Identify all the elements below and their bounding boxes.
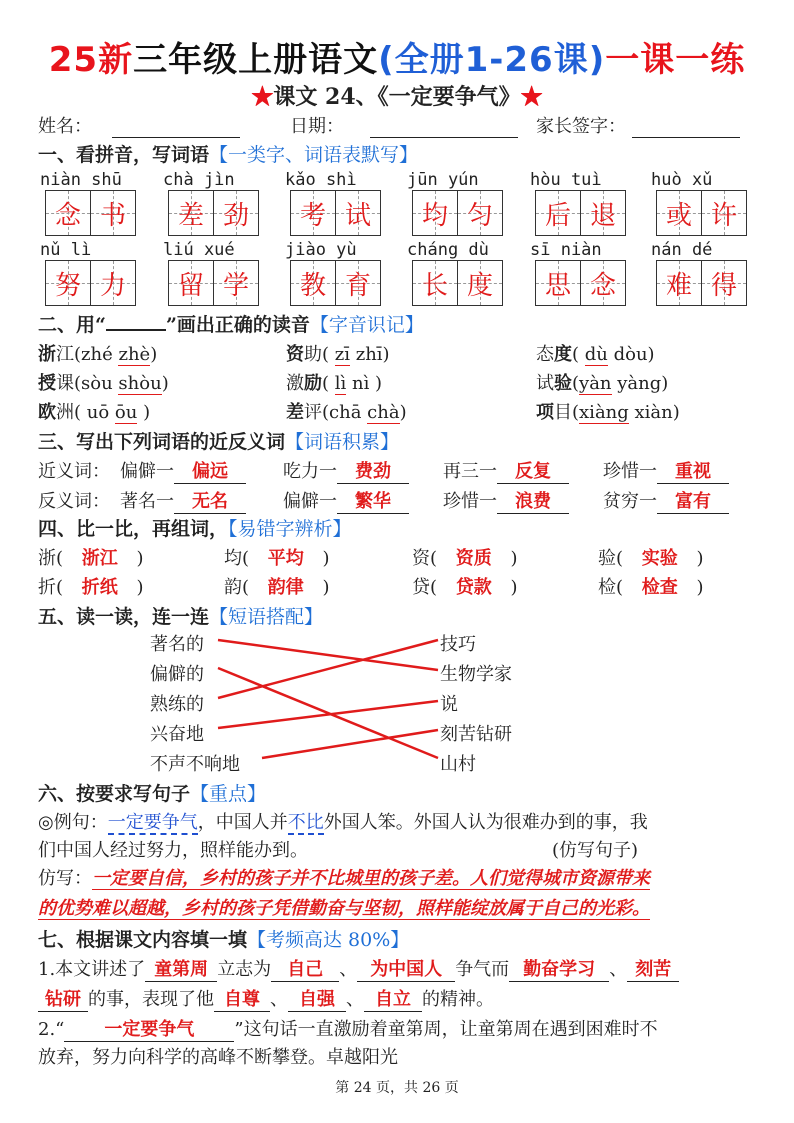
answer-character: 努 xyxy=(54,270,81,301)
pinyin-label: niàn shū xyxy=(40,170,122,190)
section-tag: 【一类字、词语表默写】 xyxy=(209,144,419,166)
fill-blank[interactable]: 自尊 xyxy=(214,985,270,1012)
compare-item: 折( 折纸 ) xyxy=(38,573,144,599)
answer-character: 学 xyxy=(222,270,249,301)
match-left-item[interactable]: 不声不响地 xyxy=(150,754,240,775)
synonym-item: 吃力一 费劲 xyxy=(283,457,409,484)
fill-blank[interactable]: 自立 xyxy=(364,985,422,1012)
correct-pinyin[interactable]: lì xyxy=(334,373,347,394)
compound-answer[interactable]: 折纸 xyxy=(81,577,118,598)
pinyin-label: sī niàn xyxy=(530,240,602,260)
compound-answer[interactable]: 资质 xyxy=(455,548,492,569)
answer-character: 难 xyxy=(665,270,692,301)
answer-character: 差 xyxy=(177,200,204,231)
compound-answer[interactable]: 检查 xyxy=(641,577,678,598)
match-right-item[interactable]: 说 xyxy=(440,694,458,715)
antonym-item: 珍惜一 浪费 xyxy=(443,487,569,514)
section-2-heading: 二、用“ ”画出正确的读音【字音识记】 xyxy=(38,314,424,336)
fill-blank[interactable]: 童第周 xyxy=(145,955,217,982)
star-icon: ★ xyxy=(251,84,274,110)
fill-blank[interactable]: 自强 xyxy=(288,985,346,1012)
pinyin-label: kǎo shì xyxy=(285,170,357,190)
answer-character: 留 xyxy=(177,270,204,301)
correct-pinyin[interactable]: zī xyxy=(334,344,350,365)
pinyin-label: nán dé xyxy=(651,240,713,260)
pinyin-label: huò xǔ xyxy=(651,170,713,190)
question-2-line1: 2.“ 一定要争气 ”这句话一直激励着童第周，让童第周在遇到困难时不 xyxy=(38,1015,658,1042)
section-tag: 【易错字辨析】 xyxy=(228,518,352,540)
date-label: 日期： xyxy=(290,116,344,137)
section-3-heading: 三、写出下列词语的近反义词【词语积累】 xyxy=(38,431,400,453)
answer-character: 匀 xyxy=(466,200,493,231)
word-answer[interactable]: 无名 xyxy=(174,487,246,514)
fill-blank[interactable]: 一定要争气 xyxy=(64,1015,234,1042)
compare-item: 浙( 浙江 ) xyxy=(38,544,144,570)
imitation-line2 xyxy=(38,894,650,920)
pinyin-label: jiào yù xyxy=(285,240,357,260)
answer-character: 劲 xyxy=(222,200,249,231)
correct-pinyin[interactable]: dù xyxy=(584,344,608,365)
answer-character: 念 xyxy=(54,200,81,231)
match-line xyxy=(218,701,438,728)
fill-blank[interactable]: 勤奋学习 xyxy=(509,955,609,982)
compare-item: 韵( 韵律 ) xyxy=(224,573,330,599)
match-line xyxy=(218,640,438,698)
example-sentence-line2: 们中国人经过努力，照样能办到。 xyxy=(38,840,308,861)
antonym-item: 偏僻一 繁华 xyxy=(283,487,409,514)
answer-character: 书 xyxy=(99,200,126,231)
answer-character: 思 xyxy=(544,270,571,301)
word-answer[interactable]: 浪费 xyxy=(497,487,569,514)
pinyin-label: chà jìn xyxy=(163,170,235,190)
title-part: 一课一练 xyxy=(605,40,746,80)
title-part: 三年级上册语文 xyxy=(133,40,379,80)
word-answer[interactable]: 富有 xyxy=(657,487,729,514)
answer-character: 长 xyxy=(421,270,448,301)
section-5-heading: 五、读一读，连一连【短语搭配】 xyxy=(38,606,324,628)
pinyin-label: cháng dù xyxy=(407,240,489,260)
section-7-heading: 七、根据课文内容填一填【考频高达 80%】 xyxy=(38,929,410,951)
match-left-item[interactable]: 著名的 xyxy=(150,634,204,655)
correct-pinyin[interactable]: xiàng xyxy=(579,402,629,423)
pronunciation-item: 差评(chā chà) xyxy=(286,402,407,423)
pronunciation-item: 激励( lì nì ) xyxy=(286,373,383,394)
pinyin-label: jūn yún xyxy=(407,170,479,190)
answer-character: 力 xyxy=(99,270,126,301)
match-right-item[interactable]: 山村 xyxy=(440,754,476,775)
page-footer: 第 24 页，共 26 页 xyxy=(335,1080,459,1096)
answer-character: 教 xyxy=(299,270,326,301)
compare-item: 验( 实验 ) xyxy=(598,544,704,570)
compare-item: 均( 平均 ) xyxy=(224,544,330,570)
match-right-item[interactable]: 刻苦钻研 xyxy=(440,724,512,745)
match-left-item[interactable]: 偏僻的 xyxy=(150,664,204,685)
imitation-hint: (仿写句子) xyxy=(552,840,639,861)
title-part: (全册1-26课) xyxy=(378,40,606,80)
title-part: 25新 xyxy=(48,40,134,80)
compound-answer[interactable]: 贷款 xyxy=(455,577,492,598)
word-answer[interactable]: 重视 xyxy=(657,457,729,484)
section-tag: 【重点】 xyxy=(190,783,267,805)
synonym-label: 近义词： xyxy=(38,461,110,482)
correct-pinyin[interactable]: chà xyxy=(367,402,400,423)
fill-blank[interactable]: 为中国人 xyxy=(357,955,455,982)
pronunciation-item: 资助( zī zhī) xyxy=(286,344,390,365)
match-line xyxy=(262,730,438,758)
pronunciation-item: 项目(xiàng xiàn) xyxy=(536,402,680,423)
pronunciation-item: 欧洲( uō ōu ) xyxy=(38,402,151,423)
pronunciation-item: 态度( dù dòu) xyxy=(536,344,655,365)
imitation-answer: 一定要自信，乡村的孩子并不比城里的孩子差。人们觉得城市资源带来 xyxy=(92,868,650,889)
section-1-heading: 一、看拼音，写词语【一类字、词语表默写】 xyxy=(38,144,419,166)
correct-pinyin[interactable]: zhè xyxy=(118,344,151,365)
compound-answer[interactable]: 实验 xyxy=(641,548,678,569)
match-line xyxy=(218,668,438,758)
pronunciation-item: 试验(yàn yàng) xyxy=(536,373,669,394)
answer-character: 后 xyxy=(544,200,571,231)
word-answer[interactable]: 反复 xyxy=(497,457,569,484)
answer-character: 得 xyxy=(710,270,737,301)
answer-character: 考 xyxy=(299,200,326,231)
pinyin-label: nǔ lì xyxy=(40,240,92,260)
match-left-item[interactable]: 熟练的 xyxy=(150,694,204,715)
compare-item: 贷( 贷款 ) xyxy=(412,573,518,599)
example-sentence-line1: ◎例句：一定要争气，中国人并不比外国人笨。外国人认为很难办到的事，我 xyxy=(38,812,648,833)
antonym-item: 著名一 无名 xyxy=(120,487,246,514)
star-icon: ★ xyxy=(520,84,543,110)
imitation-answer: 的优势难以超越，乡村的孩子凭借勤奋与坚韧，照样能绽放属于自己的光彩。 xyxy=(38,898,650,919)
word-answer[interactable]: 费劲 xyxy=(337,457,409,484)
compare-item: 资( 资质 ) xyxy=(412,544,518,570)
answer-character: 念 xyxy=(589,270,616,301)
pinyin-label: hòu tuì xyxy=(530,170,602,190)
compare-item: 检( 检查 ) xyxy=(598,573,704,599)
fill-blank[interactable]: 自己 xyxy=(271,955,339,982)
question-1-line1: 1.本文讲述了 童第周 立志为 自己 、 为中国人 争气而 勤奋学习 、 刻苦 xyxy=(38,955,679,982)
pronunciation-item: 浙江(zhé zhè) xyxy=(38,344,158,365)
answer-character: 许 xyxy=(710,200,737,231)
pronunciation-item: 授课(sòu shòu) xyxy=(38,373,169,394)
section-tag: 【词语积累】 xyxy=(285,431,400,453)
match-left-item[interactable]: 兴奋地 xyxy=(150,724,204,745)
answer-character: 均 xyxy=(421,200,448,231)
synonym-item: 再三一 反复 xyxy=(443,457,569,484)
answer-character: 或 xyxy=(665,200,692,231)
section-tag: 【短语搭配】 xyxy=(209,606,324,628)
answer-character: 试 xyxy=(344,200,371,231)
parent-sign-label: 家长签字： xyxy=(536,116,626,137)
question-1-line2: 钻研 的事，表现了他 自尊 、 自强 、 自立 的精神。 xyxy=(38,985,494,1012)
synonym-item: 珍惜一 重视 xyxy=(603,457,729,484)
match-right-item[interactable]: 生物学家 xyxy=(440,664,512,685)
compound-answer[interactable]: 平均 xyxy=(267,548,304,569)
match-right-item[interactable]: 技巧 xyxy=(440,634,476,655)
antonym-item: 贫穷一 富有 xyxy=(603,487,729,514)
example-keyword: 一定要争气 xyxy=(107,812,198,833)
fill-blank[interactable]: 刻苦 xyxy=(627,955,679,982)
question-2-line2: 放弃，努力向科学的高峰不断攀登。卓越阳光 xyxy=(38,1047,398,1068)
word-answer[interactable]: 偏远 xyxy=(174,457,246,484)
word-answer[interactable]: 繁华 xyxy=(337,487,409,514)
section-tag: 【考频高达 80%】 xyxy=(247,929,410,951)
pinyin-label: liú xué xyxy=(163,240,235,260)
imitation-line1: 仿写：一定要自信，乡村的孩子并不比城里的孩子差。人们觉得城市资源带来 xyxy=(38,868,650,889)
synonym-item: 偏僻一 偏远 xyxy=(120,457,246,484)
section-4-heading: 四、比一比，再组词，【易错字辨析】 xyxy=(38,518,352,540)
lesson-title: 课文 24、《一定要争气》 xyxy=(273,84,521,110)
name-label: 姓名： xyxy=(38,116,92,137)
correct-pinyin[interactable]: yàn xyxy=(579,373,612,394)
answer-character: 退 xyxy=(589,200,616,231)
fill-blank[interactable]: 钻研 xyxy=(38,985,88,1012)
section-6-heading: 六、按要求写句子【重点】 xyxy=(38,783,267,805)
antonym-label: 反义词： xyxy=(38,491,110,512)
answer-character: 度 xyxy=(466,270,493,301)
section-tag: 【字音识记】 xyxy=(309,314,424,336)
correct-pinyin[interactable]: shòu xyxy=(118,373,162,394)
answer-character: 育 xyxy=(344,270,371,301)
compound-answer[interactable]: 韵律 xyxy=(267,577,304,598)
correct-pinyin[interactable]: ōu xyxy=(114,402,138,423)
match-line xyxy=(218,640,438,670)
compound-answer[interactable]: 浙江 xyxy=(81,548,118,569)
example-keyword: 不比 xyxy=(287,812,324,833)
